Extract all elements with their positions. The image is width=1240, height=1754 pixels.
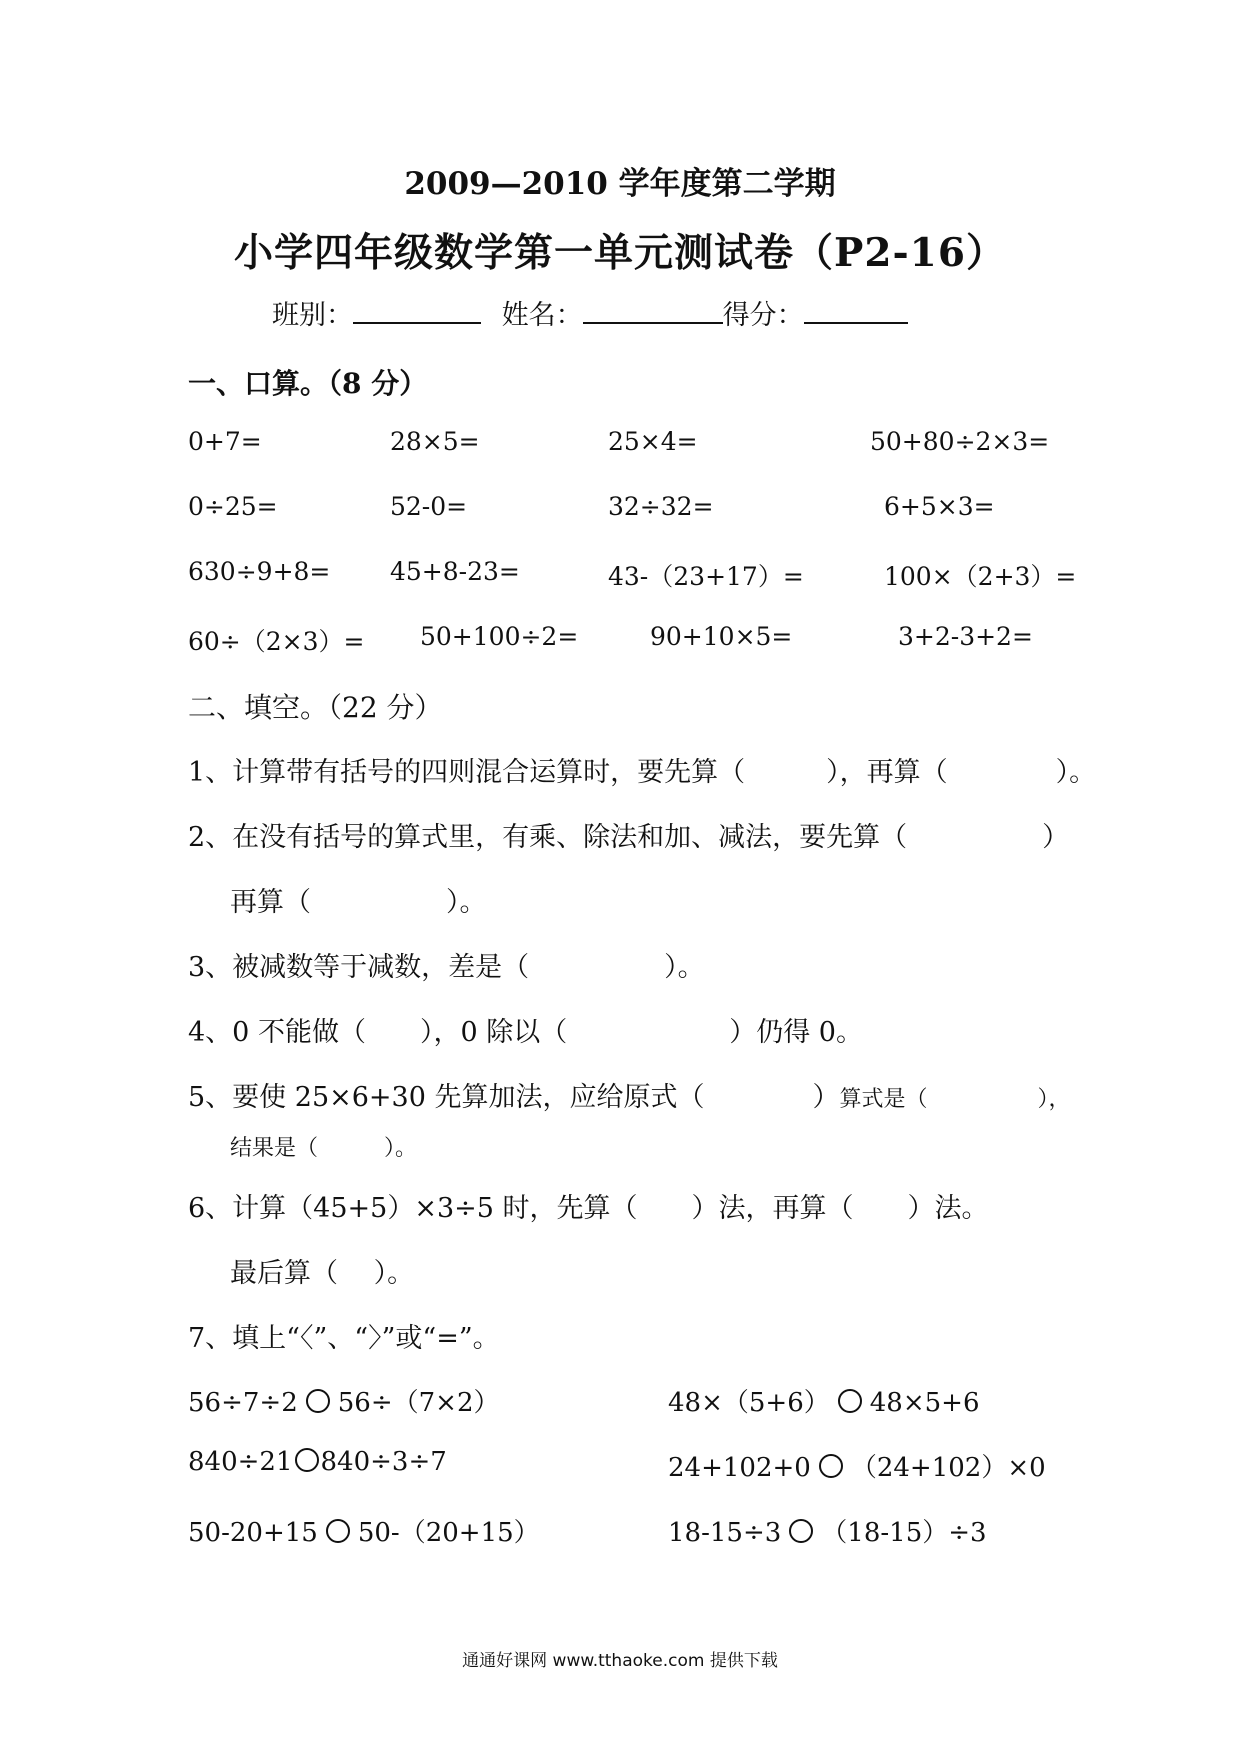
name-blank[interactable] <box>583 298 723 324</box>
question-1: 1、计算带有括号的四则混合运算时，要先算（ ），再算（ ）。 <box>188 757 1097 788</box>
question-2: 2、在没有括号的算式里，有乘、除法和加、减法，要先算（ ） <box>188 822 1070 853</box>
score-label: 得分： <box>722 300 804 331</box>
calc-item: 6+5×3= <box>884 492 995 521</box>
compare-right: （24+102）×0 <box>850 1453 1046 1483</box>
class-label: 班别： <box>272 300 353 331</box>
calc-item: 32÷32= <box>608 492 714 521</box>
calc-item: 45+8-23= <box>390 557 520 586</box>
compare-item <box>188 1512 540 1549</box>
compare-left: 840÷21 <box>188 1447 293 1477</box>
calc-item: 60÷（2×3）= <box>188 627 365 656</box>
section-2-heading: 二、填空。（22 分） <box>188 691 443 724</box>
compare-item <box>668 1447 1046 1484</box>
compare-circle[interactable] <box>819 1454 843 1478</box>
calc-item: 50+100÷2= <box>420 622 579 651</box>
question-5 <box>188 1075 1071 1114</box>
school-year-heading: 2009—2010 学年度第二学期 <box>404 166 836 202</box>
calc-item: 43-（23+17）= <box>608 562 804 591</box>
calc-item: 100×（2+3）= <box>884 562 1077 591</box>
compare-item <box>188 1447 447 1477</box>
compare-left: 18-15÷3 <box>668 1518 782 1548</box>
compare-circle[interactable] <box>326 1519 350 1543</box>
calc-item: 28×5= <box>390 427 480 456</box>
question-5-result: 结果是（ ）。 <box>230 1136 418 1161</box>
calc-item: 52-0= <box>390 492 468 521</box>
calc-item: 25×4= <box>608 427 698 456</box>
test-title: 小学四年级数学第一单元测试卷（P2-16） <box>234 230 1006 276</box>
question-6: 6、计算（45+5）×3÷5 时，先算（ ）法，再算（ ）法。 <box>188 1193 989 1224</box>
student-info-line <box>272 293 908 332</box>
question-5-part-a: 5、要使 25×6+30 先算加法，应给原式（ ） <box>188 1082 840 1113</box>
question-5-part-b: 算式是（ ）， <box>839 1087 1071 1112</box>
calc-item: 90+10×5= <box>650 622 793 651</box>
compare-left: 24+102+0 <box>668 1453 811 1483</box>
calc-item: 0÷25= <box>188 492 278 521</box>
compare-circle[interactable] <box>838 1389 862 1413</box>
compare-right: 840÷3÷7 <box>320 1447 447 1477</box>
compare-right: 56÷（7×2） <box>337 1388 500 1418</box>
compare-right: 50-（20+15） <box>357 1518 540 1548</box>
compare-left: 56÷7÷2 <box>188 1388 298 1418</box>
compare-circle[interactable] <box>789 1519 813 1543</box>
score-blank[interactable] <box>804 298 908 324</box>
calc-item: 630÷9+8= <box>188 557 331 586</box>
compare-circle[interactable] <box>295 1448 319 1472</box>
question-2-continued: 再算（ ）。 <box>230 887 487 918</box>
compare-item <box>668 1382 980 1419</box>
compare-left: 48×（5+6） <box>668 1388 830 1418</box>
footer-credit: 通通好课网 www.tthaoke.com 提供下载 <box>462 1651 778 1671</box>
calc-item: 50+80÷2×3= <box>870 427 1050 456</box>
question-7: 7、填上“〈”、“〉”或“=”。 <box>188 1323 500 1354</box>
compare-item <box>668 1512 987 1549</box>
class-blank[interactable] <box>353 298 481 324</box>
section-1-heading: 一、口算。（8 分） <box>188 367 428 400</box>
compare-right: （18-15）÷3 <box>821 1518 987 1548</box>
question-3: 3、被减数等于减数，差是（ ）。 <box>188 952 705 983</box>
question-6-continued: 最后算（ ）。 <box>230 1258 415 1289</box>
compare-left: 50-20+15 <box>188 1518 318 1548</box>
calc-item: 3+2-3+2= <box>898 622 1033 651</box>
question-4: 4、0 不能做（ ），0 除以（ ）仍得 0。 <box>188 1017 863 1048</box>
name-label: 姓名： <box>501 300 583 331</box>
compare-item <box>188 1382 500 1419</box>
compare-circle[interactable] <box>306 1389 330 1413</box>
calc-item: 0+7= <box>188 427 262 456</box>
compare-right: 48×5+6 <box>869 1388 980 1418</box>
